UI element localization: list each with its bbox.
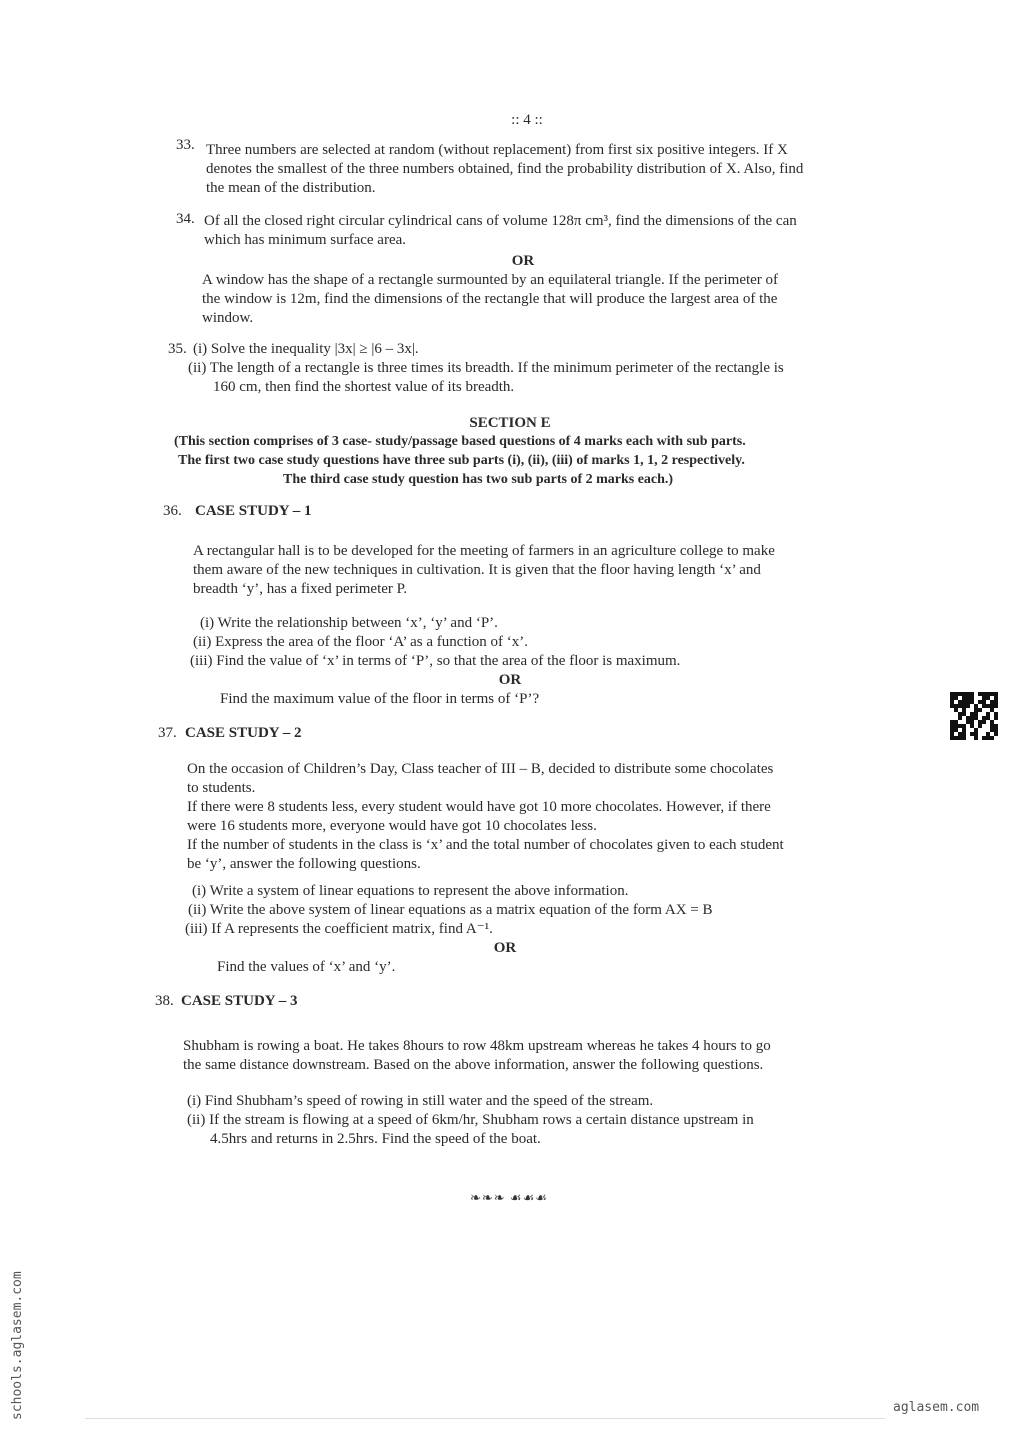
- section-instructions: (This section comprises of 3 case- study/passage based questions of 4 marks each with sub parts.: [174, 434, 746, 449]
- question-number: 38.: [155, 993, 174, 1009]
- case-study-heading: CASE STUDY – 1: [195, 503, 312, 519]
- section-instructions: The third case study question has two sub parts of 2 marks each.): [283, 472, 674, 487]
- case-paragraph: Shubham is rowing a boat. He takes 8hours to row 48km upstream whereas he takes 4 hours to go: [183, 1038, 771, 1054]
- qr-module: [994, 736, 998, 740]
- sub-question: (iii) If A represents the coefficient matrix, find A⁻¹.: [185, 921, 493, 937]
- or-label: OR: [511, 253, 535, 269]
- case-paragraph: A rectangular hall is to be developed for the meeting of farmers in an agriculture college to make: [193, 543, 775, 559]
- case-paragraph: the same distance downstream. Based on the above information, answer the following questions.: [183, 1057, 764, 1073]
- case-paragraph: be ‘y’, answer the following questions.: [187, 856, 421, 872]
- question-number: 33.: [176, 137, 195, 153]
- case-paragraph: breadth ‘y’, has a fixed perimeter P.: [193, 581, 408, 597]
- question-text: the mean of the distribution.: [206, 180, 376, 196]
- question-text: the window is 12m, find the dimensions of the rectangle that will produce the largest area of the: [202, 291, 778, 307]
- case-paragraph: If the number of students in the class is ‘x’ and the total number of chocolates given to each student: [187, 837, 784, 853]
- sub-question: (i) Write the relationship between ‘x’, ‘y’ and ‘P’.: [200, 615, 498, 631]
- page-number: :: 4 ::: [511, 112, 543, 128]
- sub-question: (ii) Express the area of the floor ‘A’ as a function of ‘x’.: [193, 634, 529, 650]
- question-text: denotes the smallest of the three numbers obtained, find the probability distribution of X. Also, find: [206, 161, 804, 177]
- section-title: SECTION E: [469, 415, 551, 431]
- question-number: 34.: [176, 211, 195, 227]
- sub-question: (iii) Find the value of ‘x’ in terms of ‘P’, so that the area of the floor is maximum.: [190, 653, 681, 669]
- sub-question: (ii) Write the above system of linear equations as a matrix equation of the form AX = B: [188, 902, 713, 918]
- qr-code: [950, 692, 998, 740]
- sub-question: (ii) If the stream is flowing at a speed of 6km/hr, Shubham rows a certain distance upstream in: [187, 1112, 754, 1128]
- question-text: window.: [202, 310, 254, 326]
- case-paragraph: to students.: [187, 780, 256, 796]
- case-paragraph: On the occasion of Children’s Day, Class teacher of III – B, decided to distribute some chocolates: [187, 761, 774, 777]
- section-instructions: The first two case study questions have three sub parts (i), (ii), (iii) of marks 1, 1, 2 respectively.: [178, 453, 745, 468]
- end-ornament-icon: ❧❧❧ ☙☙☙: [470, 1190, 548, 1205]
- question-number: 35.: [168, 341, 187, 357]
- sub-question: 4.5hrs and returns in 2.5hrs. Find the speed of the boat.: [210, 1131, 541, 1147]
- question-text: which has minimum surface area.: [204, 232, 407, 248]
- case-study-heading: CASE STUDY – 3: [181, 993, 298, 1009]
- side-watermark: schools.aglasem.com: [10, 1271, 25, 1420]
- question-text: (ii) The length of a rectangle is three times its breadth. If the minimum perimeter of the rectangle is: [188, 360, 784, 376]
- question-text: (i) Solve the inequality |3x| ≥ |6 – 3x|.: [193, 341, 419, 357]
- sub-question: Find the values of ‘x’ and ‘y’.: [217, 959, 396, 975]
- case-paragraph: were 16 students more, everyone would have got 10 chocolates less.: [187, 818, 597, 834]
- or-label: OR: [493, 940, 517, 956]
- footer-divider: [85, 1418, 885, 1419]
- or-label: OR: [498, 672, 522, 688]
- question-number: 36.: [163, 503, 182, 519]
- case-paragraph: If there were 8 students less, every student would have got 10 more chocolates. However, if there: [187, 799, 771, 815]
- sub-question: Find the maximum value of the floor in terms of ‘P’?: [220, 691, 540, 707]
- case-paragraph: them aware of the new techniques in cultivation. It is given that the floor having length ‘x’ and: [193, 562, 761, 578]
- question-text: A window has the shape of a rectangle surmounted by an equilateral triangle. If the perimeter of: [202, 272, 779, 288]
- question-text: 160 cm, then find the shortest value of its breadth.: [213, 379, 515, 395]
- sub-question: (i) Find Shubham’s speed of rowing in still water and the speed of the stream.: [187, 1093, 654, 1109]
- question-text: Of all the closed right circular cylindrical cans of volume 128π cm³, find the dimensions of the can: [204, 213, 797, 229]
- sub-question: (i) Write a system of linear equations to represent the above information.: [192, 883, 629, 899]
- footer-watermark: aglasem.com: [893, 1400, 980, 1415]
- question-text: Three numbers are selected at random (without replacement) from first six positive integers. If X: [206, 142, 788, 158]
- case-study-heading: CASE STUDY – 2: [185, 725, 302, 741]
- question-number: 37.: [158, 725, 177, 741]
